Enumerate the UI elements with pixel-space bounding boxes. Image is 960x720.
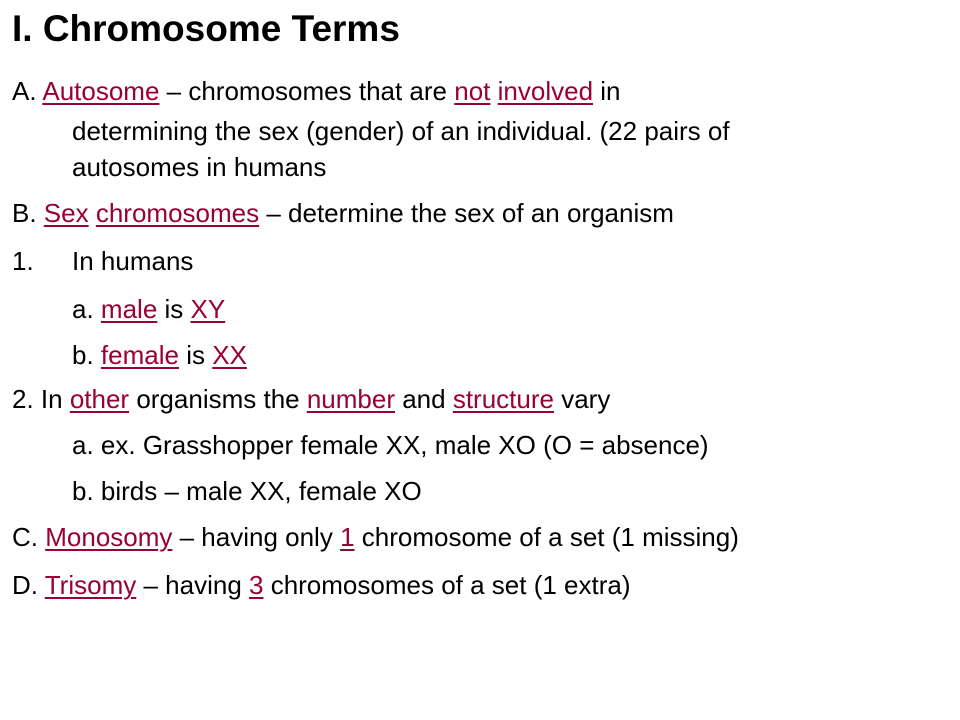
line-text: in xyxy=(593,76,621,106)
line-text: D. xyxy=(12,570,45,600)
slide-line xyxy=(72,338,247,372)
keyword-term: XY xyxy=(190,294,226,324)
line-text: 1. xyxy=(12,246,34,276)
keyword-term: other xyxy=(69,384,130,414)
line-text: – determine the sex of an organism xyxy=(259,198,674,228)
slide-line xyxy=(12,520,739,554)
line-text: is xyxy=(178,340,213,370)
keyword-term: male xyxy=(100,294,158,324)
line-text xyxy=(89,198,96,228)
line-text: organisms the xyxy=(129,384,307,414)
line-text: B. xyxy=(12,198,44,228)
slide-line xyxy=(72,292,225,326)
line-text: 2. In xyxy=(12,384,70,414)
keyword-term: Autosome xyxy=(42,76,160,106)
line-text: A. xyxy=(12,76,43,106)
keyword-term: number xyxy=(306,384,395,414)
line-text: b. birds – male XX, female XO xyxy=(72,476,422,506)
slide-line xyxy=(12,196,674,230)
line-text: C. xyxy=(12,522,46,552)
line-text: – chromosomes that are xyxy=(159,76,455,106)
line-text: – having xyxy=(136,570,249,600)
slide-line xyxy=(72,428,709,462)
slide-line xyxy=(72,150,326,184)
keyword-term: chromosomes xyxy=(95,198,260,228)
keyword-term: 3 xyxy=(249,570,264,600)
keyword-term: XX xyxy=(212,340,247,370)
keyword-term: structure xyxy=(452,384,554,414)
line-text: is xyxy=(157,294,191,324)
line-text: autosomes in humans xyxy=(72,152,327,182)
line-text: chromosomes of a set (1 extra) xyxy=(263,570,631,600)
keyword-term: involved xyxy=(497,76,594,106)
line-text: vary xyxy=(553,384,611,414)
line-text: a. ex. Grasshopper female XX, male XO (O = absence) xyxy=(72,430,709,460)
line-text: a. xyxy=(72,294,101,324)
line-text: – having only xyxy=(172,522,341,552)
line-text: chromosome of a set (1 missing) xyxy=(354,522,739,552)
line-text: b. xyxy=(72,340,101,370)
slide-line xyxy=(12,382,610,416)
keyword-term: Sex xyxy=(43,198,89,228)
slide-line xyxy=(12,244,34,278)
line-text: In humans xyxy=(72,246,194,276)
keyword-term: Monosomy xyxy=(45,522,173,552)
slide-line xyxy=(72,114,730,148)
keyword-term: female xyxy=(100,340,179,370)
keyword-term: not xyxy=(454,76,491,106)
line-text: determining the sex (gender) of an individual. (22 pairs of xyxy=(72,116,730,146)
line-text: and xyxy=(395,384,453,414)
keyword-term: Trisomy xyxy=(44,570,137,600)
slide-line xyxy=(12,74,621,108)
slide-line xyxy=(72,474,422,508)
keyword-term: 1 xyxy=(340,522,355,552)
slide-title: I. Chromosome Terms xyxy=(12,8,400,49)
slide-line xyxy=(12,568,631,602)
line-text xyxy=(490,76,497,106)
slide-line xyxy=(72,244,193,278)
